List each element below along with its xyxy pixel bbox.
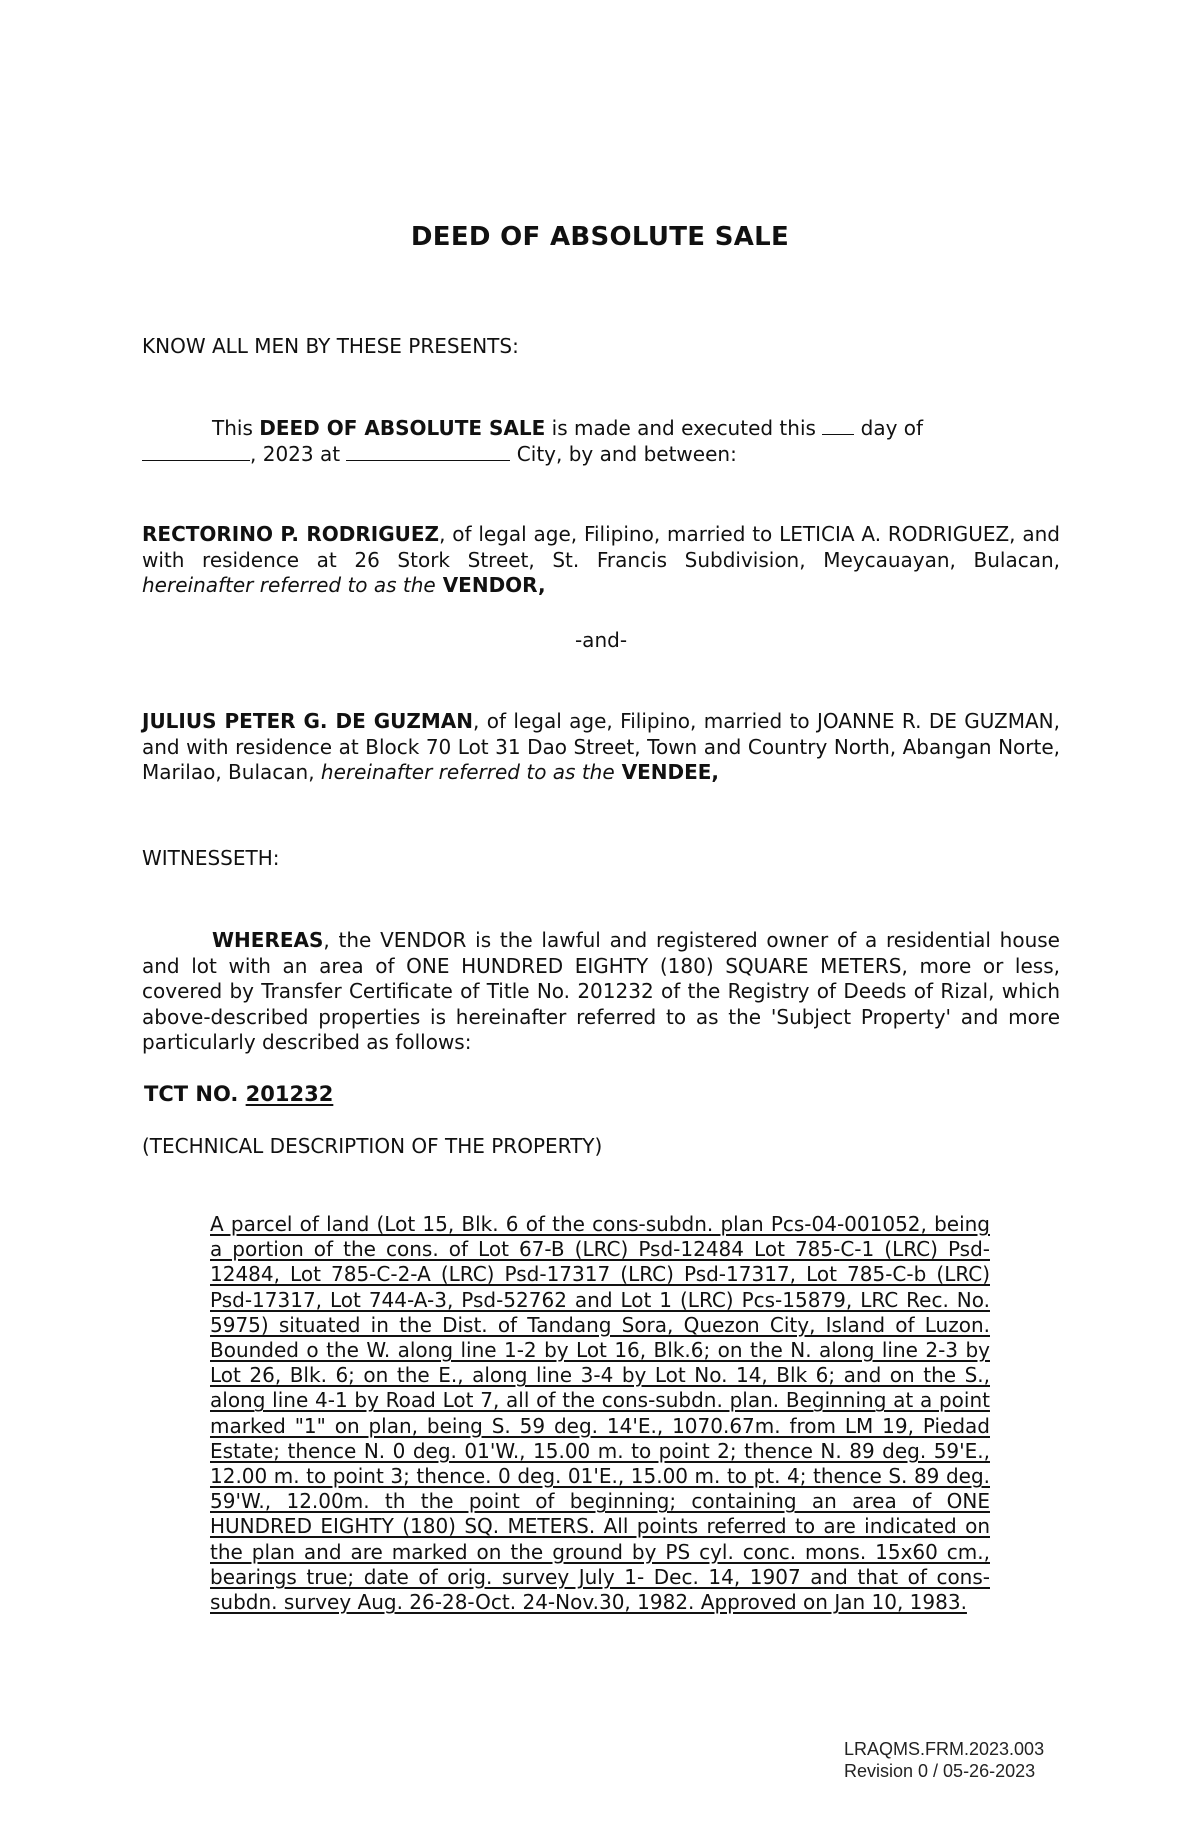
document-title: DEED OF ABSOLUTE SALE [410,222,790,252]
intro-paragraph [142,416,1060,467]
vendor-details: , of legal age, Filipino, married to LETICIA A. RODRIGUEZ, and with residence at 26 Stork Street, St. Francis Subdivision, Meycauayan, Bulacan, [142,522,1060,572]
whereas-text: , the VENDOR is the lawful and registered owner of a residential house and lot with an area of ONE HUNDRED EIGHTY (180) SQUARE METERS, more or less, covered by Transfer Certificate of Title No. 201232 of the Registry of Deeds of Rizal, which above-described properties is hereinafter referred to as the 'Subject Property' and more particularly described as follows: [142,928,1060,1054]
intro-deed-title: DEED OF ABSOLUTE SALE [259,416,546,440]
tct-number-line [144,1082,333,1106]
technical-description: A parcel of land (Lot 15, Blk. 6 of the cons-subdn. plan Pcs-04-001052, being a portion of the cons. of Lot 67-B (LRC) Psd-12484 Lot 785-C-1 (LRC) Psd-12484, Lot 785-C-2-A (LRC) Psd-17317 (LRC) Psd-17317, Lot 785-C-b (LRC) Psd-17317, Lot 744-A-3, Psd-52762 and Lot 1 (LRC) Pcs-15879, LRC Rec. No. 5975) situated in the Dist. of Tandang Sora, Quezon City, Island of Luzon. Bounded o the W. along line 1-2 by Lot 16, Blk.6; on the N. along line 2-3 by Lot 26, Blk. 6; on the E., along line 3-4 by Lot No. 14, Blk 6; and on the S., along line 4-1 by Road Lot 7, all of the cons-subdn. plan. Beginning at a point marked "1" on plan, being S. 59 deg. 14'E., 1070.67m. from LM 19, Piedad Estate; thence N. 0 deg. 01'W., 15.00 m. to point 2; thence N. 89 deg. 59'E., 12.00 m. to point 3; thence. 0 deg. 01'E., 15.00 m. to pt. 4; thence S. 89 deg. 59'W., 12.00m. th the point of beginning; containing an area of ONE HUNDRED EIGHTY (180) SQ. METERS. All points referred to are indicated on the plan and are marked on the ground by PS cyl. conc. mons. 15x60 cm., bearings true; date of orig. survey July 1- Dec. 14, 1907 and that of cons-subdn. survey Aug. 26-28-Oct. 24-Nov.30, 1982. Approved on Jan 10, 1983. [210,1212,990,1615]
intro-text-5: City, by and between: [510,441,737,466]
intro-text-3: day of [854,416,924,440]
vendee-paragraph [142,709,1060,786]
tct-label: TCT NO. [144,1082,246,1106]
technical-description-heading: (TECHNICAL DESCRIPTION OF THE PROPERTY) [142,1134,603,1158]
vendee-name: JULIUS PETER G. DE GUZMAN [142,709,474,733]
and-separator: -and- [574,628,628,652]
whereas-paragraph [142,928,1060,1056]
intro-text-1: This [212,416,260,440]
tct-number: 201232 [245,1082,334,1106]
month-blank [142,442,250,461]
day-blank [822,416,854,435]
vendor-role: VENDOR, [435,573,546,597]
vendee-referred: hereinafter referred to as the [320,760,615,784]
form-footer [844,1738,1044,1782]
form-code: LRAQMS.FRM.2023.003 [844,1739,1045,1759]
vendee-details: , of legal age, Filipino, married to JOANNE R. DE GUZMAN, and with residence at Block 70 Lot 31 Dao Street, Town and Country North, Abangan Norte, Marilao, Bulacan, [142,709,1060,784]
witnesseth-heading: WITNESSETH: [142,846,280,870]
intro-text-4: , 2023 at [250,441,347,466]
whereas-label: WHEREAS [212,928,324,952]
intro-text-2: is made and executed this [545,416,823,440]
city-blank [346,442,510,461]
vendee-role: VENDEE, [614,760,720,784]
salutation: KNOW ALL MEN BY THESE PRESENTS: [142,334,519,358]
form-revision: Revision 0 / 05-26-2023 [844,1761,1036,1781]
vendor-name: RECTORINO P. RODRIGUEZ [142,522,440,546]
vendor-referred: hereinafter referred to as the [142,573,436,597]
vendor-paragraph [142,522,1060,599]
